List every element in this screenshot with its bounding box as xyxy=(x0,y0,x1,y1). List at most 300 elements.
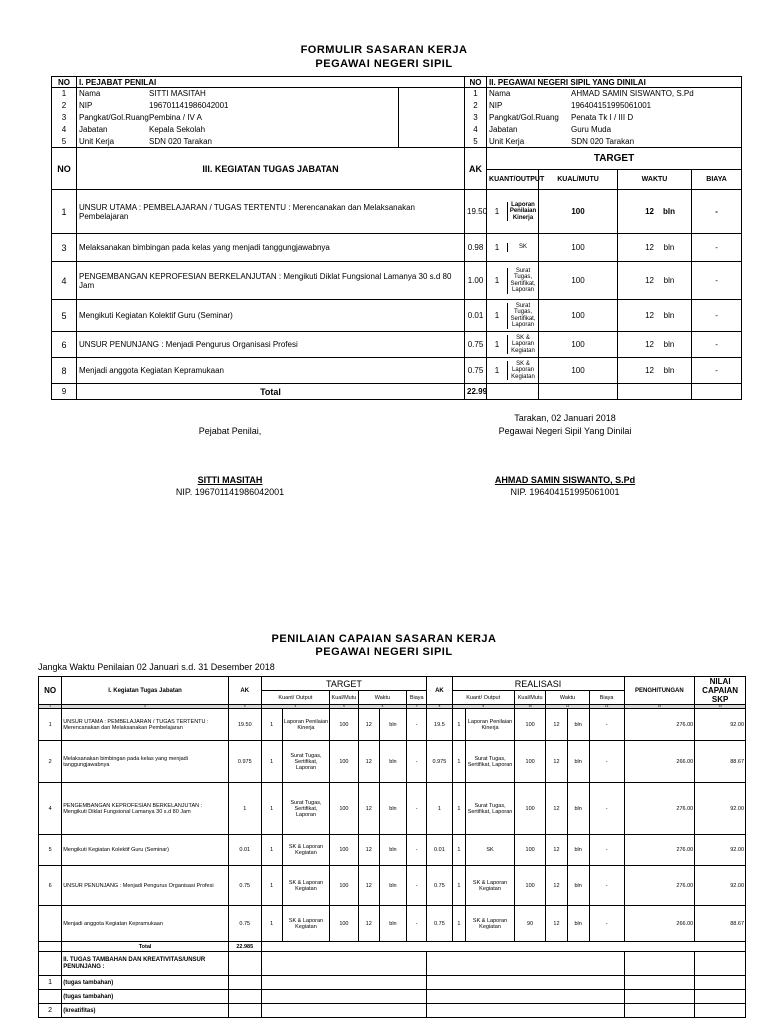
row-output: Surat Tugas, Sertifikat, Laporan xyxy=(282,783,329,835)
row-real-biaya: - xyxy=(589,783,624,835)
dinilai-header: II. PEGAWAI NEGERI SIPIL YANG DINILAI xyxy=(487,77,742,88)
row-biaya: - xyxy=(692,300,742,332)
row-real-qty: 1 xyxy=(452,835,466,866)
row-output: SK & Laporan Kegiatan xyxy=(282,835,329,866)
penilai-header: I. PEJABAT PENILAI xyxy=(77,77,465,88)
row-output-desc: Surat Tugas, Sertifikat, Laporan xyxy=(510,267,536,293)
capaian-row xyxy=(39,741,746,783)
form1-title: FORMULIR SASARAN KERJA xyxy=(300,44,468,56)
penilai-field xyxy=(77,88,399,100)
row-biaya: - xyxy=(692,234,742,262)
row-mutu: 100 xyxy=(539,262,618,300)
identity-no-2: 2 xyxy=(465,100,487,112)
sign-place-date: Tarakan, 02 Januari 2018 xyxy=(514,413,616,423)
row-nilai: 88.67 xyxy=(695,906,746,942)
penilai-label: Jabatan xyxy=(79,125,108,134)
extra-label: (tugas tambahan) xyxy=(62,976,229,990)
extra-ak xyxy=(228,976,261,990)
column-number: 7 xyxy=(407,705,427,709)
row-nilai: 92.00 xyxy=(695,709,746,741)
capaian-row xyxy=(39,835,746,866)
row-mutu: 100 xyxy=(330,741,358,783)
extra-real xyxy=(427,1004,624,1018)
section-ii-row xyxy=(39,952,746,976)
row-kegiatan: Melaksanakan bimbingan pada kelas yang menjadi tanggungjawabnya xyxy=(77,234,465,262)
row-qty: 1 xyxy=(261,906,282,942)
form2-subtitle: PEGAWAI NEGERI SIPIL xyxy=(315,646,453,658)
penilai-value: SDN 020 Tarakan xyxy=(149,136,212,146)
row-mutu: 100 xyxy=(330,709,358,741)
row-kegiatan: UNSUR PENUNJANG : Menjadi Pengurus Organisasi Profesi xyxy=(77,332,465,358)
identity-no: 4 xyxy=(52,124,77,136)
dinilai-value: Penata Tk I / III D xyxy=(571,113,634,122)
dinilai-value: AHMAD SAMIN SISWANTO, S.Pd xyxy=(571,89,694,99)
row-real-waktu: 12 xyxy=(546,835,567,866)
total-empty xyxy=(692,384,742,400)
row-real-ak: 0.75 xyxy=(427,866,452,906)
row-unit: bln xyxy=(379,709,406,741)
spacer-cell xyxy=(399,88,465,100)
row-output: SK & Laporan Kegiatan xyxy=(282,906,329,942)
row-qty: 1 xyxy=(261,783,282,835)
activity-row xyxy=(52,262,742,300)
extra-nilai xyxy=(695,990,746,1004)
identity-no-2: 4 xyxy=(465,124,487,136)
row-real-qty: 1 xyxy=(452,741,466,783)
row-real-output: SK & Laporan Kegiatan xyxy=(466,866,515,906)
penilai-value: SITTI MASITAH xyxy=(149,89,206,99)
extra-hitung xyxy=(624,1004,695,1018)
row-biaya: - xyxy=(692,332,742,358)
capaian-row xyxy=(39,866,746,906)
column-number: 8 xyxy=(427,705,452,709)
column-number: 14 xyxy=(695,705,746,709)
form1-subtitle: PEGAWAI NEGERI SIPIL xyxy=(315,58,453,70)
row-waktu-value: 12 xyxy=(645,366,655,375)
col-biaya: Biaya xyxy=(407,691,427,705)
row-real-mutu: 100 xyxy=(514,866,546,906)
row-biaya: - xyxy=(407,906,427,942)
extra-no: 1 xyxy=(39,976,62,990)
sign-left-name: SITTI MASITAH xyxy=(197,475,263,485)
dinilai-label: Jabatan xyxy=(489,125,518,134)
row-output-qty: 1 xyxy=(487,303,508,329)
row-biaya: - xyxy=(407,783,427,835)
identity-no: 1 xyxy=(52,88,77,100)
capaian-row xyxy=(39,906,746,942)
sign-right-role: Pegawai Negeri Sipil Yang Dinilai xyxy=(498,426,632,436)
total-empty xyxy=(487,384,539,400)
row-unit: bln xyxy=(379,866,406,906)
row-perhitungan: 276.00 xyxy=(624,866,695,906)
dinilai-value: Guru Muda xyxy=(571,125,612,134)
identity-no: 2 xyxy=(52,100,77,112)
extra-ak xyxy=(228,990,261,1004)
row-perhitungan: 266.00 xyxy=(624,741,695,783)
row-real-biaya: - xyxy=(589,709,624,741)
row-real-qty: 1 xyxy=(452,783,466,835)
row-waktu-unit: bln xyxy=(663,311,675,320)
row-no: 3 xyxy=(52,234,77,262)
row-kegiatan: UNSUR UTAMA : PEMBELAJARAN / TUGAS TERTENTU : Merencanakan dan Melaksanakan Pembelajaran xyxy=(77,190,465,234)
row-ak: 0.01 xyxy=(228,835,261,866)
column-number: 11 xyxy=(546,705,589,709)
sign-right-name: AHMAD SAMIN SISWANTO, S.Pd xyxy=(494,475,636,485)
identity-row xyxy=(52,136,742,148)
row-waktu xyxy=(618,300,692,332)
sign-left-role: Pejabat Penilai, xyxy=(198,426,262,436)
identity-row xyxy=(52,112,742,124)
row-real-mutu: 90 xyxy=(514,906,546,942)
col-waktu: WAKTU xyxy=(618,170,692,190)
penilai-field xyxy=(77,100,399,112)
col-waktu: Waktu xyxy=(358,691,407,705)
row-waktu-value: 12 xyxy=(645,340,655,349)
section-ii-real xyxy=(427,952,624,976)
extra-row xyxy=(39,976,746,990)
extra-target xyxy=(261,1004,427,1018)
sign-right-nip: NIP. 196404151995061001 xyxy=(510,487,620,497)
dinilai-label: Pangkat/Gol.Ruang xyxy=(489,113,559,122)
extra-label: (kreatifitas) xyxy=(62,1004,229,1018)
row-real-waktu: 12 xyxy=(546,741,567,783)
identity-no: 3 xyxy=(52,112,77,124)
extra-hitung xyxy=(624,976,695,990)
section-ii-target xyxy=(261,952,427,976)
row-real-unit: bln xyxy=(567,709,589,741)
row-waktu: 12 xyxy=(358,866,379,906)
row-ak: 0.98 xyxy=(465,234,487,262)
realisasi-header: REALISASI xyxy=(452,677,624,691)
dinilai-label: NIP xyxy=(489,101,503,110)
extra-ak xyxy=(228,1004,261,1018)
identity-row xyxy=(52,124,742,136)
row-real-output: Laporan Penilaian Kinerja xyxy=(466,709,515,741)
section-ii-ak xyxy=(228,952,261,976)
row-waktu xyxy=(618,262,692,300)
row-output: Surat Tugas, Sertifikat, Laporan xyxy=(282,741,329,783)
row-unit: bln xyxy=(379,906,406,942)
row-output-qty: 1 xyxy=(487,335,508,355)
row-kegiatan: UNSUR PENUNJANG : Menjadi Pengurus Organisasi Profesi xyxy=(62,866,229,906)
row-output: Laporan Penilaian Kinerja xyxy=(282,709,329,741)
penilai-label: NIP xyxy=(79,101,93,110)
row-waktu-unit: bln xyxy=(663,207,676,216)
row-no: 6 xyxy=(39,866,62,906)
row-output xyxy=(487,332,539,358)
extra-row xyxy=(39,990,746,1004)
identity-no-2: 1 xyxy=(465,88,487,100)
col-no: NO xyxy=(52,77,77,88)
row-mutu: 100 xyxy=(539,332,618,358)
row-real-mutu: 100 xyxy=(514,783,546,835)
row-ak: 0.975 xyxy=(228,741,261,783)
row-waktu-value: 12 xyxy=(645,311,655,320)
row-real-output: Surat Tugas, Sertifikat, Laporan xyxy=(466,783,515,835)
row-real-unit: bln xyxy=(567,741,589,783)
row-no: 5 xyxy=(52,300,77,332)
row-waktu: 12 xyxy=(358,835,379,866)
row-mutu: 100 xyxy=(330,866,358,906)
target-header: TARGET xyxy=(261,677,427,691)
row-kegiatan: PENGEMBANGAN KEPROFESIAN BERKELANJUTAN : Mengikuti Diklat Fungsional Lamanya 30 s.d 80 Jam xyxy=(62,783,229,835)
row-output xyxy=(487,358,539,384)
penilai-label: Nama xyxy=(79,89,101,99)
row-kegiatan: Menjadi anggota Kegiatan Kepramukaan xyxy=(62,906,229,942)
target-header: TARGET xyxy=(487,148,742,170)
dinilai-value: 196404151995061001 xyxy=(571,101,652,110)
row-mutu: 100 xyxy=(330,906,358,942)
activity-header-row xyxy=(52,148,742,170)
penilai-value: 196701141986042001 xyxy=(149,101,229,110)
dinilai-field xyxy=(487,88,742,100)
spacer-cell xyxy=(399,124,465,136)
col-biaya: Biaya xyxy=(589,691,624,705)
row-no: 4 xyxy=(39,783,62,835)
row-ak: 19.50 xyxy=(465,190,487,234)
col-kuant: KUANT/OUTPUT xyxy=(487,170,539,190)
total-label: Total xyxy=(62,942,229,952)
row-perhitungan: 276.00 xyxy=(624,709,695,741)
row-output-desc: Surat Tugas, Sertifikat, Laporan xyxy=(510,302,536,328)
row-real-biaya: - xyxy=(589,906,624,942)
identity-no: 5 xyxy=(52,136,77,148)
row-waktu: 12 xyxy=(358,709,379,741)
dinilai-field xyxy=(487,100,742,112)
extra-target xyxy=(261,990,427,1004)
row-kegiatan: Melaksanakan bimbingan pada kelas yang menjadi tanggungjawabnya xyxy=(62,741,229,783)
total-ak: 22.99 xyxy=(465,384,487,400)
row-real-unit: bln xyxy=(567,866,589,906)
row-real-biaya: - xyxy=(589,835,624,866)
col-kuant: Kuant/ Output xyxy=(261,691,330,705)
col-biaya: BIAYA xyxy=(692,170,742,190)
row-ak: 19.50 xyxy=(228,709,261,741)
total-empty xyxy=(539,384,618,400)
col-no: NO xyxy=(39,677,62,705)
col-ak-realisasi: AK xyxy=(427,677,452,705)
column-number: 10 xyxy=(514,705,546,709)
row-output-desc: SK & Laporan Kegiatan xyxy=(511,334,535,354)
row-ak: 1 xyxy=(228,783,261,835)
total-empty xyxy=(618,384,692,400)
row-ak: 0.75 xyxy=(228,866,261,906)
row-perhitungan: 276.00 xyxy=(624,835,695,866)
row-waktu xyxy=(618,190,692,234)
row-unit: bln xyxy=(379,835,406,866)
row-no: 8 xyxy=(52,358,77,384)
row-nilai: 92.00 xyxy=(695,835,746,866)
row-waktu-unit: bln xyxy=(663,340,675,349)
penilai-label: Unit Kerja xyxy=(79,136,115,146)
row-waktu-unit: bln xyxy=(663,243,675,252)
row-unit: bln xyxy=(379,783,406,835)
column-number: 1 xyxy=(39,705,62,709)
extra-real xyxy=(427,990,624,1004)
col-kual: KUAL/MUTU xyxy=(539,170,618,190)
row-output-desc: Laporan Penilaian Kinerja xyxy=(509,201,537,221)
row-real-qty: 1 xyxy=(452,906,466,942)
capaian-header-row xyxy=(39,677,746,691)
extra-hitung xyxy=(624,990,695,1004)
capaian-table xyxy=(38,676,746,1018)
row-nilai: 88.67 xyxy=(695,741,746,783)
dinilai-value: SDN 020 Tarakan xyxy=(571,136,635,146)
dinilai-field xyxy=(487,124,742,136)
row-ak: 0.75 xyxy=(465,332,487,358)
row-output xyxy=(487,190,539,234)
total-row xyxy=(52,384,742,400)
row-no: 4 xyxy=(52,262,77,300)
row-ak: 0.75 xyxy=(465,358,487,384)
row-no: 2 xyxy=(39,741,62,783)
penilai-value: Kepala Sekolah xyxy=(149,125,206,134)
row-biaya: - xyxy=(692,190,742,234)
row-waktu: 12 xyxy=(358,906,379,942)
row-kegiatan: UNSUR UTAMA : PEMBELAJARAN / TUGAS TERTENTU : Merencanakan dan Melaksanakan Pembelajaran xyxy=(62,709,229,741)
row-biaya: - xyxy=(407,835,427,866)
row-nilai: 92.00 xyxy=(695,866,746,906)
row-unit: bln xyxy=(379,741,406,783)
row-real-unit: bln xyxy=(567,906,589,942)
row-mutu: 100 xyxy=(539,190,618,234)
col-ak: AK xyxy=(228,677,261,705)
row-output xyxy=(487,234,539,262)
penilai-field xyxy=(77,136,399,148)
col-kual: Kual/Mutu xyxy=(514,691,546,705)
section-ii-label: II. TUGAS TAMBAHAN DAN KREATIVITAS/UNSUR PENUNJANG : xyxy=(62,952,229,976)
penilai-label: Pangkat/Gol.Ruang xyxy=(79,113,149,122)
row-qty: 1 xyxy=(261,709,282,741)
row-waktu: 12 xyxy=(358,783,379,835)
row-output-desc: SK & Laporan Kegiatan xyxy=(511,360,535,380)
sign-left-nip: NIP. 196701141986042001 xyxy=(175,487,285,497)
row-output-qty: 1 xyxy=(487,268,508,294)
row-mutu: 100 xyxy=(539,358,618,384)
column-number: 2 xyxy=(62,705,229,709)
row-waktu-unit: bln xyxy=(663,366,675,375)
identity-row xyxy=(52,88,742,100)
row-waktu-value: 12 xyxy=(645,276,655,285)
row-no: 6 xyxy=(52,332,77,358)
identity-row xyxy=(52,100,742,112)
row-biaya: - xyxy=(407,741,427,783)
row-perhitungan: 276.00 xyxy=(624,783,695,835)
row-no: 1 xyxy=(39,709,62,741)
col-kegiatan: III. KEGIATAN TUGAS JABATAN xyxy=(77,148,465,190)
extra-no xyxy=(39,990,62,1004)
section-ii-hitung xyxy=(624,952,695,976)
row-ak: 0.01 xyxy=(465,300,487,332)
row-waktu xyxy=(618,234,692,262)
row-mutu: 100 xyxy=(330,835,358,866)
penilai-value: Pembina / IV A xyxy=(149,113,202,122)
extra-target xyxy=(261,976,427,990)
activity-row xyxy=(52,358,742,384)
row-waktu xyxy=(618,332,692,358)
row-perhitungan: 266.00 xyxy=(624,906,695,942)
col-no-2: NO xyxy=(465,77,487,88)
col-kual: Kual/Mutu xyxy=(330,691,358,705)
penilai-field xyxy=(77,112,399,124)
row-real-mutu: 100 xyxy=(514,741,546,783)
row-nilai: 92.00 xyxy=(695,783,746,835)
dinilai-label: Unit Kerja xyxy=(489,136,525,146)
capaian-row xyxy=(39,783,746,835)
row-real-output: SK xyxy=(466,835,515,866)
extra-real xyxy=(427,976,624,990)
activity-row xyxy=(52,190,742,234)
row-kegiatan: PENGEMBANGAN KEPROFESIAN BERKELANJUTAN : Mengikuti Diklat Fungsional Lamanya 30 s.d 80 Jam xyxy=(77,262,465,300)
column-number: 12 xyxy=(589,705,624,709)
row-output-qty: 1 xyxy=(487,361,508,381)
row-output-desc: SK xyxy=(519,244,528,251)
row-waktu: 12 xyxy=(358,741,379,783)
row-biaya: - xyxy=(692,358,742,384)
extra-nilai xyxy=(695,976,746,990)
row-biaya: - xyxy=(407,709,427,741)
column-number: 4 xyxy=(261,705,330,709)
row-real-unit: bln xyxy=(567,783,589,835)
total-rest xyxy=(261,942,745,952)
row-real-mutu: 100 xyxy=(514,835,546,866)
extra-row xyxy=(39,1004,746,1018)
row-real-waktu: 12 xyxy=(546,906,567,942)
col-kegiatan: I. Kegiatan Tugas Jabatan xyxy=(62,677,229,705)
row-mutu: 100 xyxy=(539,300,618,332)
sasaran-kerja-table xyxy=(51,76,742,400)
row-ak: 0.75 xyxy=(228,906,261,942)
section-ii-nilai xyxy=(695,952,746,976)
column-number: 6 xyxy=(358,705,407,709)
row-output-qty: 1 xyxy=(487,202,508,222)
row-ak: 1.00 xyxy=(465,262,487,300)
row-output xyxy=(487,300,539,332)
spacer-cell xyxy=(399,112,465,124)
spacer-cell xyxy=(399,136,465,148)
row-waktu xyxy=(618,358,692,384)
row-biaya: - xyxy=(407,866,427,906)
identity-no-2: 3 xyxy=(465,112,487,124)
row-kegiatan: Menjadi anggota Kegiatan Kepramukaan xyxy=(77,358,465,384)
activity-row xyxy=(52,332,742,358)
dinilai-field xyxy=(487,136,742,148)
row-waktu-value: 12 xyxy=(645,207,655,216)
row-waktu-unit: bln xyxy=(663,276,675,285)
section-ii-no xyxy=(39,952,62,976)
row-output xyxy=(487,262,539,300)
row-no: 5 xyxy=(39,835,62,866)
row-no xyxy=(39,906,62,942)
row-kegiatan: Mengikuti Kegiatan Kolektif Guru (Seminar) xyxy=(62,835,229,866)
row-real-ak: 0.01 xyxy=(427,835,452,866)
col-ak: AK xyxy=(465,148,487,190)
dinilai-field xyxy=(487,112,742,124)
row-mutu: 100 xyxy=(539,234,618,262)
extra-no: 2 xyxy=(39,1004,62,1018)
row-real-output: SK & Laporan Kegiatan xyxy=(466,906,515,942)
identity-header-row xyxy=(52,77,742,88)
row-mutu: 100 xyxy=(330,783,358,835)
row-real-unit: bln xyxy=(567,835,589,866)
row-real-ak: 0.75 xyxy=(427,906,452,942)
column-number: 3 xyxy=(228,705,261,709)
row-real-qty: 1 xyxy=(452,709,466,741)
penilai-field xyxy=(77,124,399,136)
row-real-ak: 1 xyxy=(427,783,452,835)
row-real-output: Surat Tugas, Sertifikat, Laporan xyxy=(466,741,515,783)
activity-row xyxy=(52,300,742,332)
